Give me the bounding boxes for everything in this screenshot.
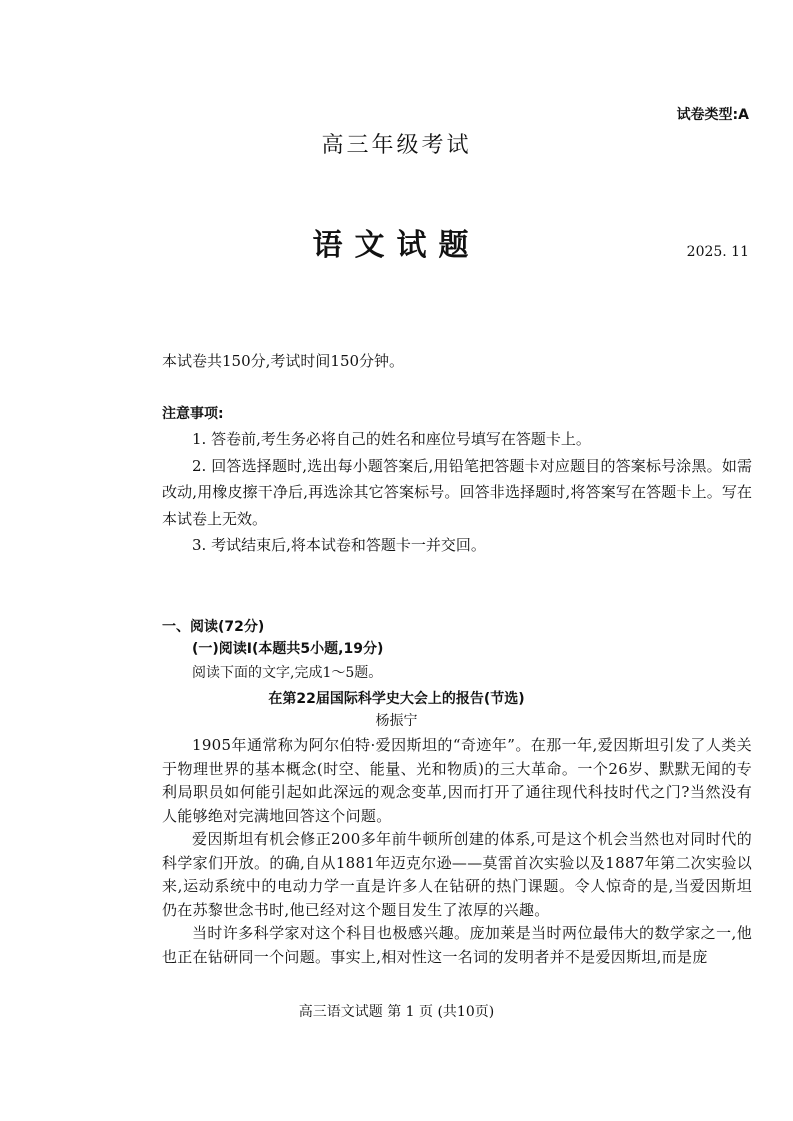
subject-title: 语文试题 (312, 228, 481, 263)
page-footer: 高三语文试题 第 1 页 (共10页) (298, 1004, 495, 1020)
paper-type-label: 试卷类型:A (676, 107, 749, 123)
exam-date: 2025. 11 (686, 244, 749, 260)
article-title: 在第22届国际科学史大会上的报告(节选) (268, 691, 525, 707)
subsection-heading: (一)阅读Ⅰ(本题共5小题,19分) (192, 641, 384, 657)
section-heading: 一、阅读(72分) (162, 619, 265, 635)
exam-name-title: 高三年级考试 (321, 133, 472, 158)
notice-item: 2. 回答选择题时,选出每小题答案后,用铅笔把答题卡对应题目的答案标号涂黑。如需改动,用橡皮擦干净后,再选涂其它答案标号。回答非选择题时,将答案写在答题卡上。写在本试卷上无效。 (162, 456, 752, 528)
notice-title: 注意事项: (162, 406, 224, 422)
notice-list (162, 426, 752, 559)
article-paragraph: 爱因斯坦有机会修正200多年前牛顿所创建的体系,可是这个机会当然也对同时代的科学家们开放。的确,自从1881年迈克尔逊——莫雷首次实验以及1887年第二次实验以来,运动系统中的电动力学一直是许多人在钻研的热门课题。令人惊奇的是,当爱因斯坦仍在苏黎世念书时,他已经对这个题目发生了浓厚的兴趣。 (162, 830, 752, 919)
reading-instruction: 阅读下面的文字,完成1～5题。 (192, 665, 383, 681)
article-body (162, 734, 752, 969)
notice-item: 1. 答卷前,考生务必将自己的姓名和座位号填写在答题卡上。 (192, 430, 591, 448)
notice-item: 3. 考试结束后,将本试卷和答题卡一并交回。 (192, 536, 486, 554)
article-author: 杨振宁 (375, 713, 418, 729)
article-paragraph: 1905年通常称为阿尔伯特·爱因斯坦的“奇迹年”。在那一年,爱因斯坦引发了人类关于物理世界的基本概念(时空、能量、光和物质)的三大革命。一个26岁、默默无闻的专利局职员如何能引起如此深远的观念变革,因而打开了通往现代科技时代之门?当然没有人能够绝对完满地回答这个问题。 (162, 736, 752, 825)
article-paragraph: 当时许多科学家对这个科目也极感兴趣。庞加莱是当时两位最伟大的数学家之一,他也正在钻研同一个问题。事实上,相对性这一名词的发明者并不是爱因斯坦,而是庞 (162, 924, 752, 966)
exam-score-line: 本试卷共150分,考试时间150分钟。 (162, 352, 405, 370)
